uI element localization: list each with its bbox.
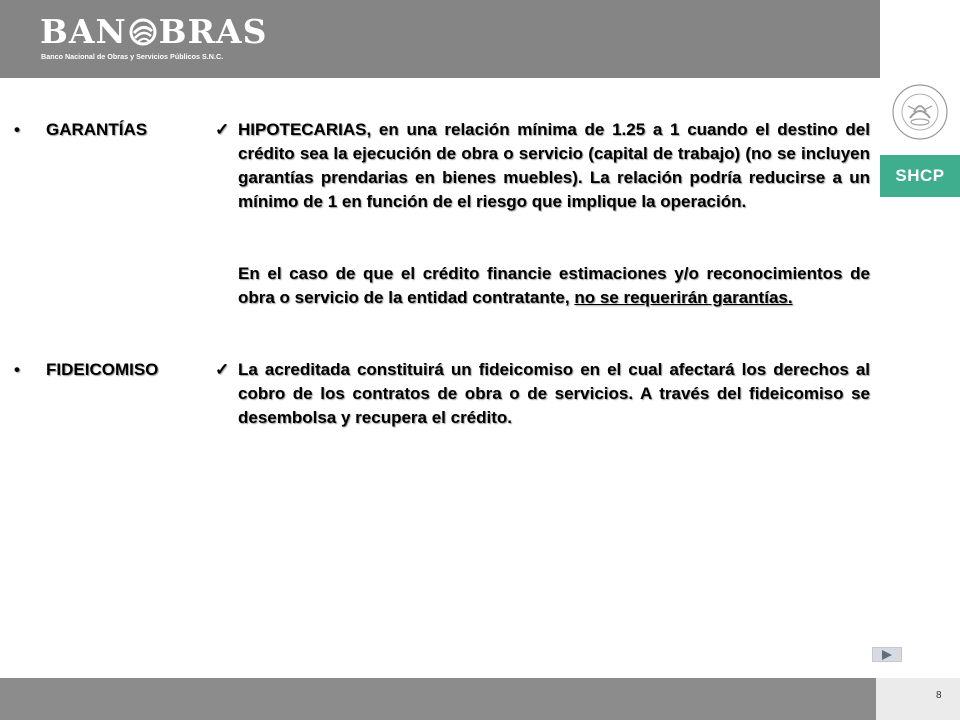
section-label-fideicomiso	[14, 358, 158, 382]
footer-right-panel	[876, 678, 960, 720]
garantias-paragraph-2	[238, 262, 870, 310]
check-icon: ✓	[215, 360, 230, 379]
logo-text-left: BAN	[40, 12, 127, 51]
bullet: •	[14, 120, 20, 139]
logo-subtitle: Banco Nacional de Obras y Servicios Públicos S.N.C.	[41, 52, 224, 61]
logo-text-right: BRAS	[158, 12, 268, 51]
logo-swirl-icon	[128, 17, 158, 47]
bullet: •	[14, 360, 20, 379]
header-bar	[0, 0, 880, 78]
label-text: FIDEICOMISO	[46, 360, 159, 379]
mexico-seal-icon	[890, 82, 950, 142]
fideicomiso-paragraph: La acreditada constituirá un fideicomiso en el cual afectará los derechos al cobro de los contratos de obra o de servicios. A través del fideicomiso se desembolsa y recupera el crédito.	[238, 360, 870, 427]
next-slide-button[interactable]	[872, 647, 902, 662]
garantias-paragraph-1: HIPOTECARIAS, en una relación mínima de 1.25 a 1 cuando el destino del crédito sea la ejecución de obra o servicio (capital de trabajo) (no se incluyen garantías prendarias en bienes muebles). La relación podría reducirse a un mínimo de 1 en función de el riesgo que implique la operación.	[238, 120, 870, 211]
underlined-text: no se requerirán garantías.	[574, 288, 793, 307]
logo-wordmark	[40, 12, 267, 52]
label-text: GARANTÍAS	[46, 120, 148, 139]
right-panel	[880, 0, 960, 720]
banobras-logo	[40, 12, 268, 64]
section-label-garantias	[14, 118, 147, 142]
check-icon: ✓	[215, 120, 230, 139]
shcp-badge: SHCP	[880, 155, 960, 197]
footer-bar	[0, 678, 876, 720]
page-number: 8	[936, 690, 942, 701]
play-arrow-icon	[881, 650, 893, 660]
paragraph-text: En el caso de que el crédito financie estimaciones y/o reconocimientos de obra o servicio de la entidad contratante,	[238, 264, 870, 307]
